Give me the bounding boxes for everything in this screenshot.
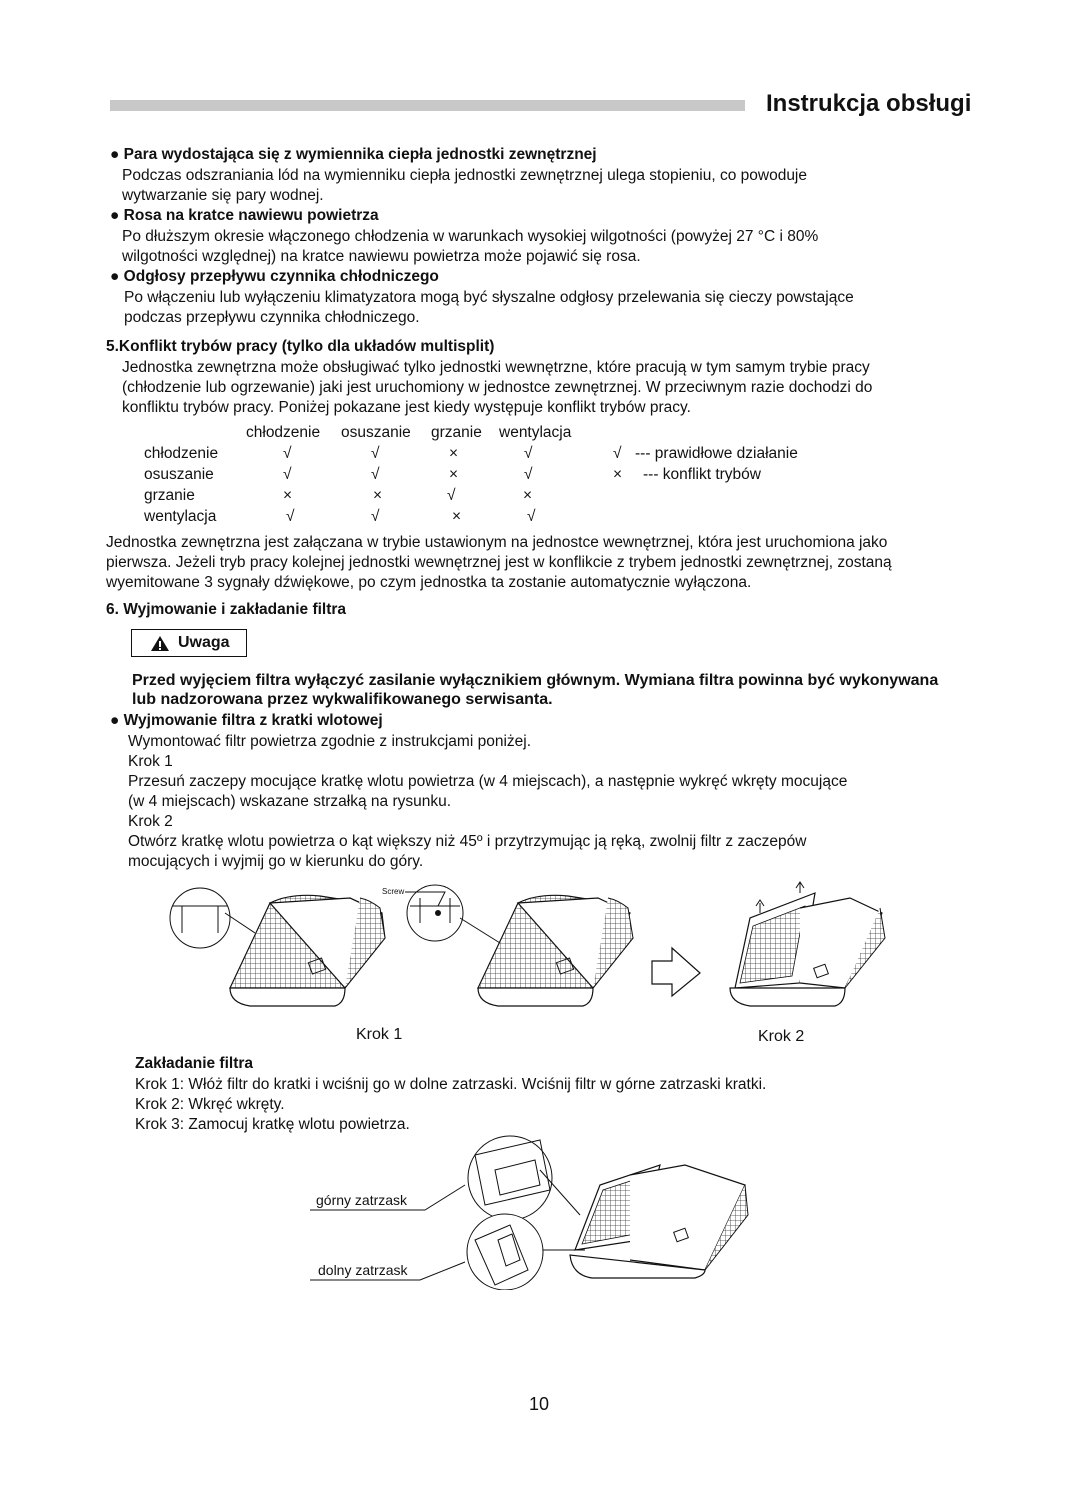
note-2-line: Po dłuższym okresie włączonego chłodzenia w warunkach wysokiej wilgotności (powyżej 27 °C i 80% (122, 228, 819, 245)
matrix-cell: √ (524, 466, 533, 483)
next-step-arrow-icon (652, 948, 700, 996)
indoor-unit-step1 (170, 888, 385, 1006)
matrix-cell: × (523, 487, 533, 504)
upper-latch-label: górny zatrzask (316, 1192, 408, 1208)
matrix-col-header: wentylacja (499, 424, 572, 441)
legend-text: --- prawidłowe działanie (635, 445, 798, 462)
page-number: 10 (529, 1394, 550, 1414)
header-bar (110, 100, 745, 111)
matrix-cell: × (373, 487, 383, 504)
removal-line: Przesuń zaczepy mocujące kratkę wlotu powietrza (w 4 miejscach), a następnie wykręć wkręty mocujące (128, 773, 848, 790)
install-line: Krok 1: Włóż filtr do kratki i wciśnij go w dolne zatrzaski. Wciśnij filtr w górne zatrzaski kratki. (135, 1076, 767, 1093)
matrix-col-header: grzanie (431, 424, 482, 441)
upper-latch-detail (468, 1136, 552, 1220)
removal-line: Krok 1 (128, 753, 173, 770)
note-3-title: ● Odgłosy przepływu czynnika chłodniczego (110, 268, 439, 285)
matrix-cell: × (283, 487, 293, 504)
matrix-cell: √ (283, 445, 292, 462)
section6-title: 6. Wyjmowanie i zakładanie filtra (106, 601, 347, 618)
warning-box (131, 629, 247, 657)
install-line: Krok 2: Wkręć wkręty. (135, 1096, 285, 1113)
removal-line: Otwórz kratkę wlotu powietrza o kąt większy niż 45º i przytrzymując ją ręką, zwolnij filtr z zaczepów (128, 833, 807, 850)
matrix-row-label: wentylacja (144, 508, 217, 525)
removal-line: Wymontować filtr powietrza zgodnie z instrukcjami poniżej. (128, 733, 532, 750)
lower-latch-label: dolny zatrzask (318, 1262, 408, 1278)
filter-install-illustration (300, 1130, 760, 1290)
section5-intro-line: (chłodzenie lub ogrzewanie) jaki jest uruchomiony w jednostce zewnętrznej. W przeciwnym razie dochodzi do (122, 379, 873, 396)
step2-caption: Krok 2 (758, 1028, 805, 1045)
removal-line: Krok 2 (128, 813, 173, 830)
note-1-line: Podczas odszraniania lód na wymienniku ciepła jednostki zewnętrznej ulega stopieniu, co powoduje (122, 167, 807, 184)
warning-icon (150, 635, 170, 652)
note-2-line: wilgotności względnej) na kratce nawiewu powietrza może pojawić się rosa. (122, 248, 641, 265)
note-3-line: Po włączeniu lub wyłączeniu klimatyzatora mogą być słyszalne odgłosy przelewania się cieczy powstające (124, 289, 854, 306)
section5-title: 5.Konflikt trybów pracy (tylko dla układów multisplit) (106, 338, 495, 355)
install-line: Krok 3: Zamocuj kratkę wlotu powietrza. (135, 1116, 410, 1133)
matrix-cell: √ (371, 445, 380, 462)
warning-text-line: Przed wyjęciem filtra wyłączyć zasilanie wyłącznikiem głównym. Wymiana filtra powinna być wykonywana (132, 672, 939, 689)
removal-line: mocujących i wyjmij go w kierunku do góry. (128, 853, 424, 870)
removal-line: (w 4 miejscach) wskazane strzałką na rysunku. (128, 793, 452, 810)
matrix-cell: × (449, 466, 459, 483)
matrix-cell: × (452, 508, 462, 525)
matrix-cell: √ (371, 508, 380, 525)
section5-outro-line: Jednostka zewnętrzna jest załączana w trybie ustawionym na jednostce wewnętrznej, która jest uruchomiona jako (106, 534, 888, 551)
filter-removal-illustration (160, 878, 900, 1053)
section5-outro-line: wyemitowane 3 sygnały dźwiękowe, po czym jednostka ta zostanie automatycznie wyłączona. (106, 574, 752, 591)
matrix-cell: √ (447, 487, 456, 504)
matrix-cell: √ (524, 445, 533, 462)
note-1-title: ● Para wydostająca się z wymiennika ciepła jednostki zewnętrznej (110, 146, 597, 163)
lower-latch-detail (467, 1214, 543, 1290)
warning-label: Uwaga (178, 634, 230, 651)
note-1-line: wytwarzanie się pary wodnej. (122, 187, 324, 204)
removal-title: ● Wyjmowanie filtra z kratki wlotowej (110, 712, 383, 729)
install-title: Zakładanie filtra (135, 1055, 254, 1072)
matrix-row-label: grzanie (144, 487, 195, 504)
legend-symbol: × (613, 466, 623, 483)
indoor-unit-step1b (382, 885, 633, 1006)
matrix-row-label: chłodzenie (144, 445, 219, 462)
warning-text-line: lub nadzorowana przez wykwalifikowanego serwisanta. (132, 691, 553, 708)
matrix-row-label: osuszanie (144, 466, 214, 483)
step1-caption: Krok 1 (356, 1026, 403, 1043)
matrix-cell: √ (286, 508, 295, 525)
note-3-line: podczas przepływu czynnika chłodniczego. (124, 309, 420, 326)
legend-symbol: √ (613, 445, 622, 462)
note-2-title: ● Rosa na kratce nawiewu powietrza (110, 207, 379, 224)
matrix-col-header: osuszanie (341, 424, 411, 441)
legend-text: --- konflikt trybów (643, 466, 761, 483)
matrix-cell: √ (283, 466, 292, 483)
matrix-cell: √ (371, 466, 380, 483)
matrix-cell: √ (527, 508, 536, 525)
matrix-cell: × (449, 445, 459, 462)
screw-label: Screw (382, 887, 405, 896)
page-title: Instrukcja obsługi (766, 90, 972, 117)
section5-outro-line: pierwsza. Jeżeli tryb pracy kolejnej jednostki wewnętrznej jest w konflikcie z trybem jednostki zewnętrznej, zostaną (106, 554, 892, 571)
indoor-unit-step2 (730, 882, 885, 1006)
section5-intro-line: konfliktu trybów pracy. Poniżej pokazane jest kiedy występuje konflikt trybów pracy. (122, 399, 691, 416)
matrix-col-header: chłodzenie (246, 424, 321, 441)
section5-intro-line: Jednostka zewnętrzna może obsługiwać tylko jednostki wewnętrzne, które pracują w tym samym trybie pracy (122, 359, 870, 376)
